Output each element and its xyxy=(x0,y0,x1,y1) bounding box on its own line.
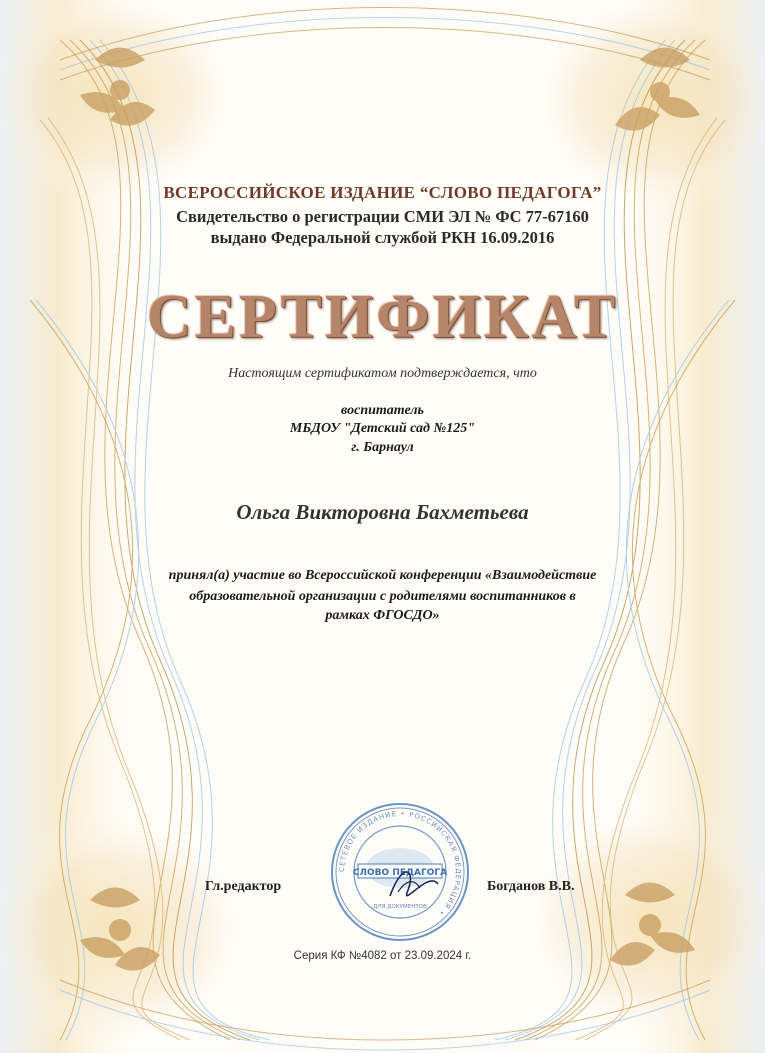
stamp-bottom-text: ДЛЯ ДОКУМЕНТОВ xyxy=(373,904,427,910)
registration-line-1: Свидетельство о регистрации СМИ ЭЛ № ФС 77-67160 xyxy=(176,207,589,226)
recipient-name: Ольга Викторовна Бахметьева xyxy=(236,500,529,524)
recipient-city: г. Барнаул xyxy=(351,440,414,455)
signature-name: Богданов В.В. xyxy=(487,879,575,894)
participation-line-3: рамках ФГОСДО» xyxy=(325,608,440,623)
confirm-text: Настоящим сертификатом подтверждается, что xyxy=(228,366,537,381)
stamp-ring-text: СЕТЕВОЕ ИЗДАНИЕ • РОССИЙСКАЯ ФЕДЕРАЦИЯ • xyxy=(337,809,463,918)
certificate-title: СЕРТИФИКАТ xyxy=(146,283,619,351)
issuer-title: ВСЕРОССИЙСКОЕ ИЗДАНИЕ “СЛОВО ПЕДАГОГА” xyxy=(163,183,602,202)
participation-line-2: образовательной организации с родителями воспитанников в xyxy=(189,589,576,604)
series-number: Серия КФ №4082 от 23.09.2024 г. xyxy=(293,950,472,962)
signature-label: Гл.редактор xyxy=(205,879,282,894)
participation-line-1: принял(а) участие во Всероссийской конференции «Взаимодействие xyxy=(168,568,597,583)
stamp-center-text: СЛОВО ПЕДАГОГА xyxy=(352,868,448,878)
stamp-seal-icon xyxy=(328,800,472,944)
registration-line-2: выдано Федеральной службой РКН 16.09.2016 xyxy=(210,228,555,247)
recipient-position: воспитатель xyxy=(341,403,424,418)
recipient-organization: МБДОУ "Детский сад №125" xyxy=(289,421,476,436)
